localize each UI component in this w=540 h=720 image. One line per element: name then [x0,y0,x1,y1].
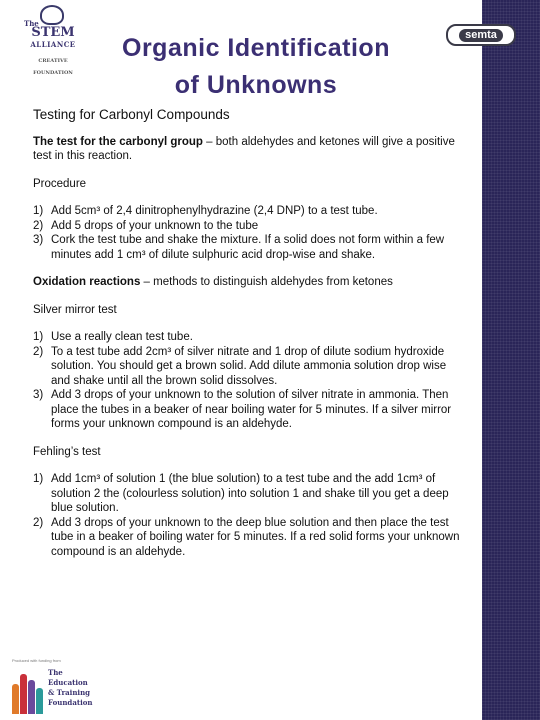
list-item [33,219,463,234]
stem-logo-the: The [24,19,39,28]
procedure-list [33,204,463,262]
fehling-list [33,472,463,559]
etf-line: Foundation [48,698,93,707]
list-text: Add 5cm³ of 2,4 dinitrophenylhydrazine (2,4 DNP) to a test tube. [51,205,378,217]
oxidation-bold: Oxidation reactions [33,276,141,288]
page-title-line1: Organic Identification [122,34,390,62]
list-text: Add 3 drops of your unknown to the deep blue solution and then place the test tube in a beaker of boiling water for 5 minutes. If a red solid forms your unknown compound is an aldehyde. [51,516,460,558]
etf-name [48,668,93,708]
list-item [33,472,463,516]
list-number: 3) [33,234,44,246]
silver-mirror-list [33,330,463,432]
etf-funding-note: Produced with funding from [12,658,61,663]
stem-logo-sub: CREATIVE FOUNDATION [33,58,73,76]
list-text: Add 1cm³ of solution 1 (the blue solution) to a test tube and the add 1cm³ of solution 2 the (colourless solution) into solution 1 and shake till you get a deep blue solution. [51,473,449,514]
etf-line: The [48,668,63,677]
page-title-line2: of Unknowns [174,71,338,99]
people-figures-icon [10,668,44,714]
etf-line: Education [48,678,88,687]
list-number: 1) [33,205,44,217]
silver-mirror-title: Silver mirror test [33,303,117,316]
list-item [33,204,463,219]
carbonyl-bold: The test for the carbonyl group [33,135,203,148]
fehling-title: Fehling’s test [33,445,101,458]
list-number: 2) [33,345,44,358]
list-item [33,330,463,345]
stem-logo-alliance: ALLIANCE [30,40,76,49]
list-item [33,516,463,560]
semta-logo-text: semta [459,29,503,42]
list-text: To a test tube add 2cm³ of silver nitrate and 1 drop of dilute sodium hydroxide solution. You should get a brown solid. Add dilute ammonia solution drop wise and shake until all the brown solid dissolves. [51,345,447,387]
list-number: 2) [33,516,44,529]
stem-logo-main: STEM [31,25,75,40]
oxidation-text: – methods to distinguish aldehydes from ketones [140,276,393,288]
list-item [33,345,463,389]
carbonyl-paragraph [33,135,463,164]
education-training-foundation-logo [8,658,98,716]
list-number: 3) [33,389,44,401]
list-text: Add 3 drops of your unknown to the solution of silver nitrate in ammonia. Then place the tubes in a beaker of near boiling water for 5 minutes. If a silver mirror forms your unknown compound is an aldehyde. [51,389,452,430]
carbonyl-text: – both aldehydes and ketones will give a positive test in this reaction. [33,135,455,162]
oxidation-paragraph [33,275,463,290]
document-body [33,108,463,572]
list-number: 1) [33,331,44,343]
page-title [0,30,512,104]
list-item [33,388,463,432]
list-number: 2) [33,219,44,232]
list-number: 1) [33,473,44,485]
list-text: Cork the test tube and shake the mixture. If a solid does not form within a few minutes add 1 cm³ of dilute sulphuric acid drop-wise and shake. [51,234,445,261]
procedure-title: Procedure [33,177,87,190]
decorative-sidebar [482,0,540,720]
list-text: Use a really clean test tube. [51,331,193,343]
section-heading: Testing for Carbonyl Compounds [33,107,230,122]
list-text: Add 5 drops of your unknown to the tube [51,219,259,232]
etf-line: & Training [48,688,91,697]
list-item [33,233,463,262]
